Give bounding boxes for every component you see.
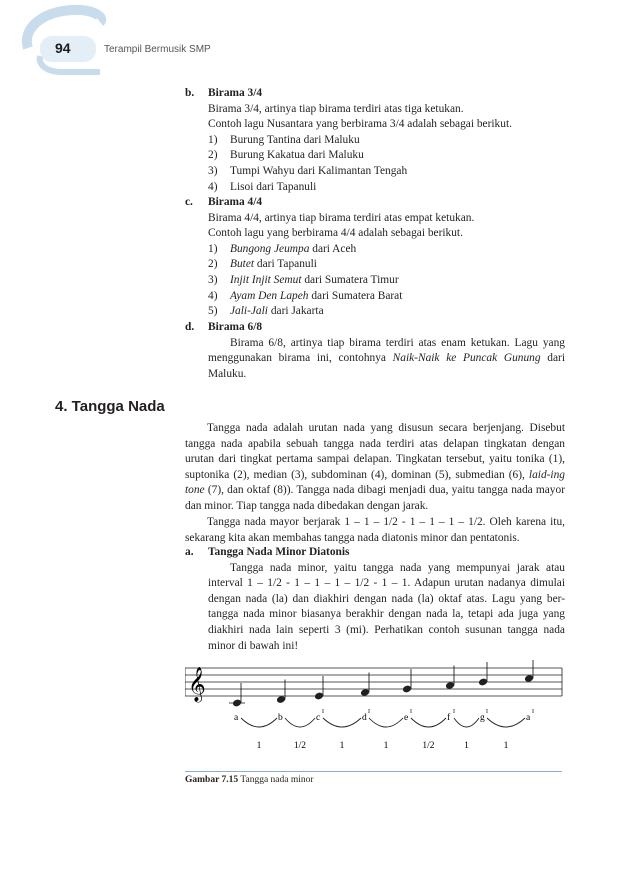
- figure-caption: Gambar 7.15 Tangga nada minor: [185, 775, 314, 785]
- interval-arc: [454, 718, 479, 727]
- subsection-a-paragraph: Tangga nada minor, yaitu tangga nada yang mempunyai jarak atau interval 1 – 1/2 - 1 – 1 – 1 – 1/2 - 1 – 1. Adapun urutan nadanya dimulai dengan nada (la) dan diakhiri dengan nada (la) oktaf atas. Lagu yang ber-tangga nada minor biasanya berakhir dengan nada la, tetapi ada juga yang diakhiri nada lain seperti 3 (mi). Perhatikan contoh susunan tangga nada minor di bawah ini!: [208, 561, 565, 652]
- list-item: 2) Butet dari Tapanuli: [208, 258, 317, 271]
- subsection-a: [185, 545, 565, 654]
- note-label: c: [316, 713, 321, 723]
- page-number: 94: [55, 40, 71, 56]
- note-label: f: [447, 713, 451, 723]
- interval-label: 1: [503, 741, 509, 751]
- interval-label: 1: [256, 741, 262, 751]
- octave-mark: I: [410, 709, 412, 715]
- interval-label: 1: [339, 741, 345, 751]
- list-item: 1) Burung Tantina dari Maluku: [208, 133, 360, 146]
- note-head: [402, 685, 412, 694]
- section-c: [185, 195, 565, 320]
- note-label: g: [480, 713, 485, 723]
- section-c-line: Birama 4/4, artinya tiap birama terdiri atas empat ketukan.: [208, 211, 475, 224]
- interval-arc: [411, 718, 446, 727]
- section-d-letter: d.: [185, 321, 195, 333]
- caption-divider: [185, 771, 562, 772]
- section-d: [185, 320, 565, 382]
- section-d-title: Birama 6/8: [208, 321, 263, 333]
- note-label: e: [404, 713, 409, 723]
- section-b-letter: b.: [185, 87, 195, 99]
- section-b: [185, 86, 565, 195]
- octave-mark: I: [453, 709, 455, 715]
- interval-label: 1: [464, 741, 469, 751]
- interval-arc: [369, 718, 403, 727]
- list-item: 4) Lisoi dari Tapanuli: [208, 180, 317, 193]
- interval-label: 1/2: [422, 741, 435, 751]
- section-b-line: Contoh lagu Nusantara yang berbirama 3/4 adalah sebagai berikut.: [208, 118, 512, 131]
- note-label: b: [278, 713, 283, 723]
- list-item: 1) Bungong Jeumpa dari Aceh: [208, 242, 357, 255]
- subsection-a-title: Tangga Nada Minor Diatonis: [208, 546, 350, 558]
- section-c-letter: c.: [185, 196, 193, 208]
- octave-mark: I: [486, 709, 488, 715]
- tangga-nada-paragraph-1: Tangga nada adalah urutan nada yang disusun secara berjenjang. Disebut tangga nada apabila sebuah tangga nada terdiri atas delapan tingkatan dengan urutan dari tingkat pertama sampai delapan. Tingkatan tersebut, yaitu tonika (1), suptonika (2), median (3), subdominan (4), dominan (5), submedian (6), laid-ing tone (7), dan oktaf (8)). Tangga nada dibagi menjadi dua, yaitu tangga nada mayor dan minor. Tiap tangga nada dibedakan dengan jarak.: [185, 422, 565, 512]
- section-4-heading: 4. Tangga Nada: [55, 398, 165, 415]
- section-b-title: Birama 3/4: [208, 87, 263, 99]
- list-item: 4) Ayam Den Lapeh dari Sumatera Barat: [208, 289, 403, 302]
- note-label: d: [362, 713, 367, 723]
- note-head: [314, 692, 324, 701]
- section-d-paragraph: Birama 6/8, artinya tiap birama terdiri atas enam ketukan. Lagu yang menggunakan birama ini, contohnya Naik-Naik ke Puncak Gunung dari Maluku.: [208, 336, 565, 380]
- note-head: [478, 678, 488, 687]
- octave-mark: I: [532, 709, 534, 715]
- header-decoration: [0, 0, 200, 75]
- section-b-line: Birama 3/4, artinya tiap birama terdiri atas tiga ketukan.: [208, 102, 464, 115]
- interval-arc: [487, 718, 525, 727]
- list-item: 3) Tumpi Wahyu dari Kalimantan Tengah: [208, 164, 408, 177]
- section-c-line: Contoh lagu yang berbirama 4/4 adalah sebagai berikut.: [208, 227, 463, 240]
- octave-mark: I: [368, 709, 370, 715]
- note-label: a: [234, 713, 239, 723]
- tangga-nada-paragraph-2: Tangga nada mayor berjarak 1 – 1 – 1/2 - 1 – 1 – 1 – 1/2. Oleh karena itu, sekarang kita akan membahas tangga nada diatonis minor dan pentatonis.: [185, 516, 565, 544]
- treble-clef-icon: 𝄞: [188, 667, 206, 702]
- list-item: 5) Jali-Jali dari Jakarta: [208, 305, 324, 318]
- subsection-a-letter: a.: [185, 546, 194, 558]
- music-staff: [185, 660, 565, 760]
- list-item: 3) Injit Injit Semut dari Sumatera Timur: [208, 273, 399, 286]
- interval-arc: [241, 718, 277, 727]
- section-c-title: Birama 4/4: [208, 196, 263, 208]
- octave-mark: I: [322, 709, 324, 715]
- list-item: 2) Burung Kakatua dari Maluku: [208, 149, 364, 162]
- interval-label: 1: [383, 741, 389, 751]
- interval-arc: [285, 718, 315, 727]
- book-title: Terampil Bermusik SMP: [104, 44, 211, 55]
- note-label: a: [526, 713, 531, 723]
- interval-arc: [323, 718, 361, 727]
- interval-label: 1/2: [293, 741, 307, 751]
